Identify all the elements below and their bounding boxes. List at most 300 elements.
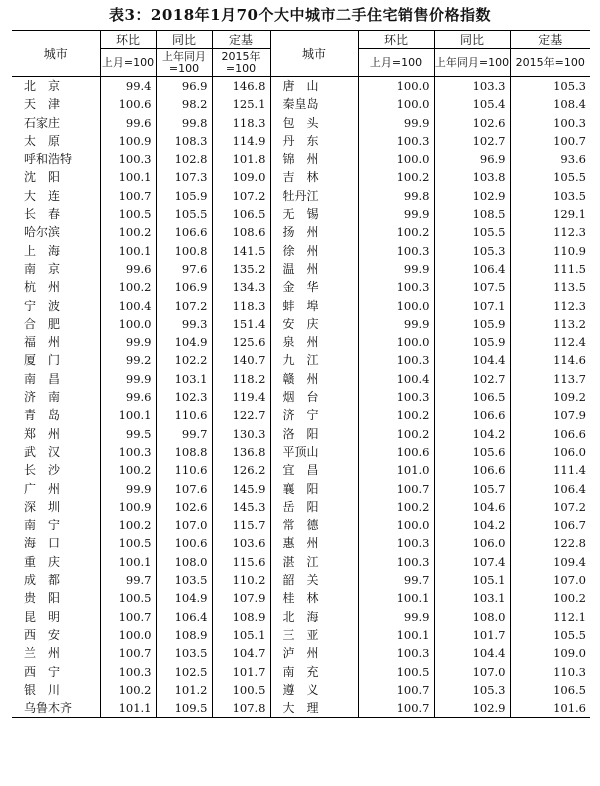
base-value: 114.9 bbox=[212, 132, 270, 150]
table-row bbox=[12, 663, 590, 681]
city-name: 桂 林 bbox=[270, 589, 358, 607]
mom-value: 99.9 bbox=[358, 315, 434, 333]
base-value: 134.3 bbox=[212, 278, 270, 296]
yoy-value: 102.6 bbox=[156, 498, 212, 516]
base-value: 100.2 bbox=[510, 589, 590, 607]
yoy-value: 97.6 bbox=[156, 260, 212, 278]
yoy-header: 同比 bbox=[156, 31, 212, 49]
mom-value: 100.0 bbox=[358, 516, 434, 534]
table-body bbox=[12, 77, 590, 718]
city-name: 哈尔滨 bbox=[24, 225, 61, 240]
yoy-value: 102.6 bbox=[434, 114, 510, 132]
mom-value: 100.3 bbox=[358, 534, 434, 552]
base-value: 118.3 bbox=[212, 114, 270, 132]
city-name: 洛 阳 bbox=[270, 425, 358, 443]
base-value: 112.4 bbox=[510, 333, 590, 351]
table-row bbox=[12, 498, 590, 516]
table-row bbox=[12, 114, 590, 132]
base-value: 108.9 bbox=[212, 608, 270, 626]
yoy-value: 104.4 bbox=[434, 351, 510, 369]
mom-value: 99.6 bbox=[100, 260, 156, 278]
mom-value: 99.9 bbox=[358, 205, 434, 223]
base-value: 111.5 bbox=[510, 260, 590, 278]
base-value: 106.7 bbox=[510, 516, 590, 534]
base-value: 110.3 bbox=[510, 663, 590, 681]
city-name: 昆 明 bbox=[24, 609, 61, 624]
city-name: 赣 州 bbox=[270, 370, 358, 388]
mom-value: 100.0 bbox=[358, 95, 434, 113]
yoy-value: 107.5 bbox=[434, 278, 510, 296]
table-row bbox=[12, 534, 590, 552]
table-row bbox=[12, 77, 590, 96]
city-name: 金 华 bbox=[270, 278, 358, 296]
table-row bbox=[12, 297, 590, 315]
yoy-value: 106.0 bbox=[434, 534, 510, 552]
base-value: 106.4 bbox=[510, 480, 590, 498]
yoy-value: 104.9 bbox=[156, 333, 212, 351]
base-value: 107.8 bbox=[212, 699, 270, 718]
yoy-value: 108.0 bbox=[434, 608, 510, 626]
city-name: 无 锡 bbox=[270, 205, 358, 223]
base-value: 103.6 bbox=[212, 534, 270, 552]
base-value: 109.2 bbox=[510, 388, 590, 406]
city-name: 泸 州 bbox=[270, 644, 358, 662]
base-value: 140.7 bbox=[212, 351, 270, 369]
base-value: 145.3 bbox=[212, 498, 270, 516]
table-row bbox=[12, 150, 590, 168]
yoy-value: 107.2 bbox=[156, 297, 212, 315]
base-value: 112.3 bbox=[510, 223, 590, 241]
mom-value: 100.5 bbox=[100, 534, 156, 552]
mom-value: 100.3 bbox=[358, 278, 434, 296]
mom-value: 100.3 bbox=[358, 388, 434, 406]
yoy-value: 103.5 bbox=[156, 571, 212, 589]
mom-subheader: 上月=100 bbox=[100, 49, 156, 77]
base-value: 108.6 bbox=[212, 223, 270, 241]
table-row bbox=[12, 388, 590, 406]
yoy-value: 100.8 bbox=[156, 242, 212, 260]
mom-value: 100.7 bbox=[358, 480, 434, 498]
yoy-value: 101.2 bbox=[156, 681, 212, 699]
yoy-value: 105.6 bbox=[434, 443, 510, 461]
mom-subheader: 上月=100 bbox=[358, 49, 434, 77]
base-value: 146.8 bbox=[212, 77, 270, 96]
base-value: 107.9 bbox=[212, 589, 270, 607]
yoy-value: 106.6 bbox=[156, 223, 212, 241]
city-name: 济 宁 bbox=[270, 406, 358, 424]
base-value: 105.5 bbox=[510, 168, 590, 186]
table-row bbox=[12, 132, 590, 150]
yoy-value: 99.8 bbox=[156, 114, 212, 132]
city-name: 遵 义 bbox=[270, 681, 358, 699]
yoy-value: 101.7 bbox=[434, 626, 510, 644]
yoy-value: 103.8 bbox=[434, 168, 510, 186]
base-value: 105.5 bbox=[510, 626, 590, 644]
mom-value: 100.0 bbox=[100, 626, 156, 644]
mom-value: 101.0 bbox=[358, 461, 434, 479]
base-value: 106.5 bbox=[510, 681, 590, 699]
mom-value: 100.7 bbox=[358, 699, 434, 718]
yoy-value: 110.6 bbox=[156, 461, 212, 479]
table-row bbox=[12, 406, 590, 424]
mom-value: 100.1 bbox=[358, 589, 434, 607]
mom-value: 99.2 bbox=[100, 351, 156, 369]
yoy-value: 102.9 bbox=[434, 187, 510, 205]
city-name: 北 京 bbox=[24, 79, 61, 93]
city-name: 秦皇岛 bbox=[270, 95, 358, 113]
mom-value: 99.5 bbox=[100, 425, 156, 443]
table-title: 表3：2018年1月70个大中城市二手住宅销售价格指数 bbox=[109, 6, 491, 24]
base-value: 109.4 bbox=[510, 553, 590, 571]
mom-value: 100.3 bbox=[358, 242, 434, 260]
city-name: 长 春 bbox=[24, 207, 61, 222]
table-row bbox=[12, 187, 590, 205]
city-name: 包 头 bbox=[270, 114, 358, 132]
mom-value: 100.4 bbox=[358, 370, 434, 388]
base-value: 115.7 bbox=[212, 516, 270, 534]
base-value: 122.8 bbox=[510, 534, 590, 552]
city-name: 西 宁 bbox=[24, 664, 61, 679]
mom-value: 100.3 bbox=[358, 553, 434, 571]
city-name: 大 理 bbox=[270, 699, 358, 718]
base-value: 101.8 bbox=[212, 150, 270, 168]
yoy-value: 106.4 bbox=[434, 260, 510, 278]
mom-value: 100.0 bbox=[100, 315, 156, 333]
mom-value: 100.2 bbox=[358, 168, 434, 186]
base-value: 110.9 bbox=[510, 242, 590, 260]
yoy-value: 105.5 bbox=[434, 223, 510, 241]
yoy-value: 105.3 bbox=[434, 242, 510, 260]
city-name: 湛 江 bbox=[270, 553, 358, 571]
city-name: 乌鲁木齐 bbox=[12, 699, 100, 718]
yoy-value: 102.7 bbox=[434, 370, 510, 388]
yoy-value: 108.9 bbox=[156, 626, 212, 644]
mom-value: 100.7 bbox=[358, 681, 434, 699]
mom-header: 环比 bbox=[100, 31, 156, 49]
yoy-value: 107.3 bbox=[156, 168, 212, 186]
base-value: 100.7 bbox=[510, 132, 590, 150]
city-name: 石家庄 bbox=[24, 115, 61, 130]
mom-value: 100.3 bbox=[100, 663, 156, 681]
mom-value: 100.1 bbox=[100, 242, 156, 260]
city-column-header: 城市 bbox=[43, 47, 68, 61]
base-value: 105.3 bbox=[510, 77, 590, 96]
city-name: 南 京 bbox=[24, 261, 61, 276]
city-name: 兰 州 bbox=[24, 646, 61, 661]
base-value: 101.6 bbox=[510, 699, 590, 718]
city-name: 武 汉 bbox=[24, 444, 61, 459]
mom-value: 100.2 bbox=[100, 278, 156, 296]
table-row bbox=[12, 425, 590, 443]
yoy-value: 108.3 bbox=[156, 132, 212, 150]
yoy-value: 107.0 bbox=[434, 663, 510, 681]
city-name: 徐 州 bbox=[270, 242, 358, 260]
yoy-value: 104.2 bbox=[434, 516, 510, 534]
city-name: 贵 阳 bbox=[24, 591, 61, 606]
city-name: 南 充 bbox=[270, 663, 358, 681]
base-value: 141.5 bbox=[212, 242, 270, 260]
yoy-value: 105.3 bbox=[434, 681, 510, 699]
mom-value: 100.6 bbox=[358, 443, 434, 461]
base-value: 110.2 bbox=[212, 571, 270, 589]
yoy-value: 105.9 bbox=[156, 187, 212, 205]
table-row bbox=[12, 608, 590, 626]
base-value: 109.0 bbox=[212, 168, 270, 186]
mom-value: 100.1 bbox=[100, 168, 156, 186]
yoy-value: 96.9 bbox=[434, 150, 510, 168]
mom-value: 100.7 bbox=[100, 187, 156, 205]
table-row bbox=[12, 626, 590, 644]
yoy-value: 107.4 bbox=[434, 553, 510, 571]
base-subheader: 2015年=100 bbox=[212, 49, 270, 77]
city-name: 扬 州 bbox=[270, 223, 358, 241]
mom-value: 100.0 bbox=[358, 297, 434, 315]
yoy-subheader: 上年同月=100 bbox=[434, 49, 510, 77]
base-value: 135.2 bbox=[212, 260, 270, 278]
base-value: 126.2 bbox=[212, 461, 270, 479]
base-value: 103.5 bbox=[510, 187, 590, 205]
base-value: 108.4 bbox=[510, 95, 590, 113]
base-value: 145.9 bbox=[212, 480, 270, 498]
city-name: 银 川 bbox=[24, 682, 61, 697]
base-value: 130.3 bbox=[212, 425, 270, 443]
table-row bbox=[12, 315, 590, 333]
mom-value: 100.3 bbox=[100, 150, 156, 168]
base-value: 101.7 bbox=[212, 663, 270, 681]
mom-value: 100.2 bbox=[358, 498, 434, 516]
mom-value: 100.1 bbox=[100, 553, 156, 571]
city-column-header: 城市 bbox=[270, 31, 358, 77]
city-name: 岳 阳 bbox=[270, 498, 358, 516]
city-name: 广 州 bbox=[24, 481, 61, 496]
table-row bbox=[12, 571, 590, 589]
city-name: 上 海 bbox=[24, 243, 61, 258]
yoy-value: 105.9 bbox=[434, 333, 510, 351]
city-name: 温 州 bbox=[270, 260, 358, 278]
yoy-value: 106.4 bbox=[156, 608, 212, 626]
table-row bbox=[12, 644, 590, 662]
yoy-value: 107.6 bbox=[156, 480, 212, 498]
base-value: 113.7 bbox=[510, 370, 590, 388]
base-subheader: 2015年=100 bbox=[510, 49, 590, 77]
base-value: 112.3 bbox=[510, 297, 590, 315]
table-row bbox=[12, 278, 590, 296]
yoy-value: 109.5 bbox=[156, 699, 212, 718]
mom-value: 99.8 bbox=[358, 187, 434, 205]
yoy-subheader: 上年同月=100 bbox=[156, 49, 212, 77]
mom-header: 环比 bbox=[358, 31, 434, 49]
city-name: 深 圳 bbox=[24, 499, 61, 514]
base-value: 112.1 bbox=[510, 608, 590, 626]
yoy-value: 105.4 bbox=[434, 95, 510, 113]
table-row bbox=[12, 242, 590, 260]
yoy-value: 102.9 bbox=[434, 699, 510, 718]
city-name: 安 庆 bbox=[270, 315, 358, 333]
city-name: 泉 州 bbox=[270, 333, 358, 351]
mom-value: 99.9 bbox=[358, 260, 434, 278]
table-row bbox=[12, 681, 590, 699]
city-name: 济 南 bbox=[24, 390, 61, 405]
yoy-value: 104.6 bbox=[434, 498, 510, 516]
yoy-value: 105.9 bbox=[434, 315, 510, 333]
city-name: 平顶山 bbox=[270, 443, 358, 461]
table-row bbox=[12, 516, 590, 534]
base-value: 118.3 bbox=[212, 297, 270, 315]
city-name: 牡丹江 bbox=[270, 187, 358, 205]
mom-value: 100.9 bbox=[100, 498, 156, 516]
mom-value: 100.7 bbox=[100, 608, 156, 626]
base-value: 109.0 bbox=[510, 644, 590, 662]
price-index-table bbox=[12, 30, 590, 718]
yoy-value: 104.2 bbox=[434, 425, 510, 443]
yoy-value: 105.7 bbox=[434, 480, 510, 498]
table-row bbox=[12, 260, 590, 278]
yoy-value: 103.3 bbox=[434, 77, 510, 96]
city-name: 烟 台 bbox=[270, 388, 358, 406]
city-name: 呼和浩特 bbox=[24, 152, 73, 167]
table-row bbox=[12, 461, 590, 479]
yoy-value: 106.9 bbox=[156, 278, 212, 296]
base-value: 129.1 bbox=[510, 205, 590, 223]
base-value: 111.4 bbox=[510, 461, 590, 479]
mom-value: 100.6 bbox=[100, 95, 156, 113]
yoy-value: 96.9 bbox=[156, 77, 212, 96]
base-value: 125.6 bbox=[212, 333, 270, 351]
mom-value: 100.4 bbox=[100, 297, 156, 315]
city-name: 三 亚 bbox=[270, 626, 358, 644]
base-value: 113.2 bbox=[510, 315, 590, 333]
base-header: 定基 bbox=[212, 31, 270, 49]
city-name: 南 宁 bbox=[24, 518, 61, 533]
yoy-value: 108.8 bbox=[156, 443, 212, 461]
mom-value: 100.2 bbox=[358, 425, 434, 443]
mom-value: 99.6 bbox=[100, 114, 156, 132]
city-name: 蚌 埠 bbox=[270, 297, 358, 315]
table-row bbox=[12, 480, 590, 498]
city-name: 杭 州 bbox=[24, 280, 61, 295]
city-name: 成 都 bbox=[24, 573, 61, 588]
mom-value: 99.9 bbox=[358, 114, 434, 132]
table-row bbox=[12, 699, 590, 718]
mom-value: 100.5 bbox=[358, 663, 434, 681]
mom-value: 100.2 bbox=[100, 681, 156, 699]
city-name: 宜 昌 bbox=[270, 461, 358, 479]
city-name: 南 昌 bbox=[24, 371, 61, 386]
yoy-value: 106.5 bbox=[434, 388, 510, 406]
base-header: 定基 bbox=[510, 31, 590, 49]
city-name: 宁 波 bbox=[24, 298, 61, 313]
base-value: 106.5 bbox=[212, 205, 270, 223]
mom-value: 100.0 bbox=[358, 77, 434, 96]
base-value: 119.4 bbox=[212, 388, 270, 406]
mom-value: 100.2 bbox=[100, 516, 156, 534]
city-name: 襄 阳 bbox=[270, 480, 358, 498]
table-row bbox=[12, 333, 590, 351]
base-value: 136.8 bbox=[212, 443, 270, 461]
base-value: 93.6 bbox=[510, 150, 590, 168]
yoy-value: 103.1 bbox=[434, 589, 510, 607]
mom-value: 100.5 bbox=[100, 589, 156, 607]
yoy-value: 98.2 bbox=[156, 95, 212, 113]
yoy-value: 103.1 bbox=[156, 370, 212, 388]
city-name: 九 江 bbox=[270, 351, 358, 369]
mom-value: 99.9 bbox=[100, 480, 156, 498]
city-name: 沈 阳 bbox=[24, 170, 61, 185]
base-value: 107.0 bbox=[510, 571, 590, 589]
base-value: 114.6 bbox=[510, 351, 590, 369]
mom-value: 100.3 bbox=[358, 351, 434, 369]
mom-value: 100.7 bbox=[100, 644, 156, 662]
base-value: 118.2 bbox=[212, 370, 270, 388]
base-value: 100.5 bbox=[212, 681, 270, 699]
table-row bbox=[12, 589, 590, 607]
yoy-value: 106.6 bbox=[434, 406, 510, 424]
base-value: 122.7 bbox=[212, 406, 270, 424]
mom-value: 99.7 bbox=[100, 571, 156, 589]
yoy-value: 99.7 bbox=[156, 425, 212, 443]
mom-value: 100.2 bbox=[358, 406, 434, 424]
city-name: 北 海 bbox=[270, 608, 358, 626]
mom-value: 100.5 bbox=[100, 205, 156, 223]
mom-value: 100.2 bbox=[100, 461, 156, 479]
base-value: 151.4 bbox=[212, 315, 270, 333]
mom-value: 99.9 bbox=[100, 370, 156, 388]
table-row bbox=[12, 168, 590, 186]
table-row bbox=[12, 370, 590, 388]
yoy-value: 100.6 bbox=[156, 534, 212, 552]
mom-value: 99.9 bbox=[100, 333, 156, 351]
mom-value: 100.9 bbox=[100, 132, 156, 150]
mom-value: 100.0 bbox=[358, 333, 434, 351]
mom-value: 100.3 bbox=[358, 132, 434, 150]
base-value: 107.2 bbox=[212, 187, 270, 205]
yoy-header: 同比 bbox=[434, 31, 510, 49]
city-name: 吉 林 bbox=[270, 168, 358, 186]
base-value: 104.7 bbox=[212, 644, 270, 662]
mom-value: 99.9 bbox=[358, 608, 434, 626]
table-row bbox=[12, 95, 590, 113]
yoy-value: 110.6 bbox=[156, 406, 212, 424]
base-value: 107.2 bbox=[510, 498, 590, 516]
mom-value: 101.1 bbox=[100, 699, 156, 718]
mom-value: 100.3 bbox=[358, 644, 434, 662]
yoy-value: 107.1 bbox=[434, 297, 510, 315]
yoy-value: 102.3 bbox=[156, 388, 212, 406]
yoy-value: 104.4 bbox=[434, 644, 510, 662]
city-name: 唐 山 bbox=[270, 77, 358, 96]
city-name: 丹 东 bbox=[270, 132, 358, 150]
table-row bbox=[12, 351, 590, 369]
base-value: 106.6 bbox=[510, 425, 590, 443]
city-name: 大 连 bbox=[24, 188, 61, 203]
yoy-value: 108.5 bbox=[434, 205, 510, 223]
city-name: 西 安 bbox=[24, 627, 61, 642]
mom-value: 100.2 bbox=[358, 223, 434, 241]
base-value: 107.9 bbox=[510, 406, 590, 424]
yoy-value: 102.2 bbox=[156, 351, 212, 369]
table-row bbox=[12, 553, 590, 571]
city-name: 海 口 bbox=[24, 536, 61, 551]
base-value: 113.5 bbox=[510, 278, 590, 296]
city-name: 韶 关 bbox=[270, 571, 358, 589]
table-row bbox=[12, 205, 590, 223]
yoy-value: 105.1 bbox=[434, 571, 510, 589]
city-name: 青 岛 bbox=[24, 408, 61, 423]
city-name: 常 德 bbox=[270, 516, 358, 534]
base-value: 105.1 bbox=[212, 626, 270, 644]
yoy-value: 105.5 bbox=[156, 205, 212, 223]
mom-value: 100.2 bbox=[100, 223, 156, 241]
